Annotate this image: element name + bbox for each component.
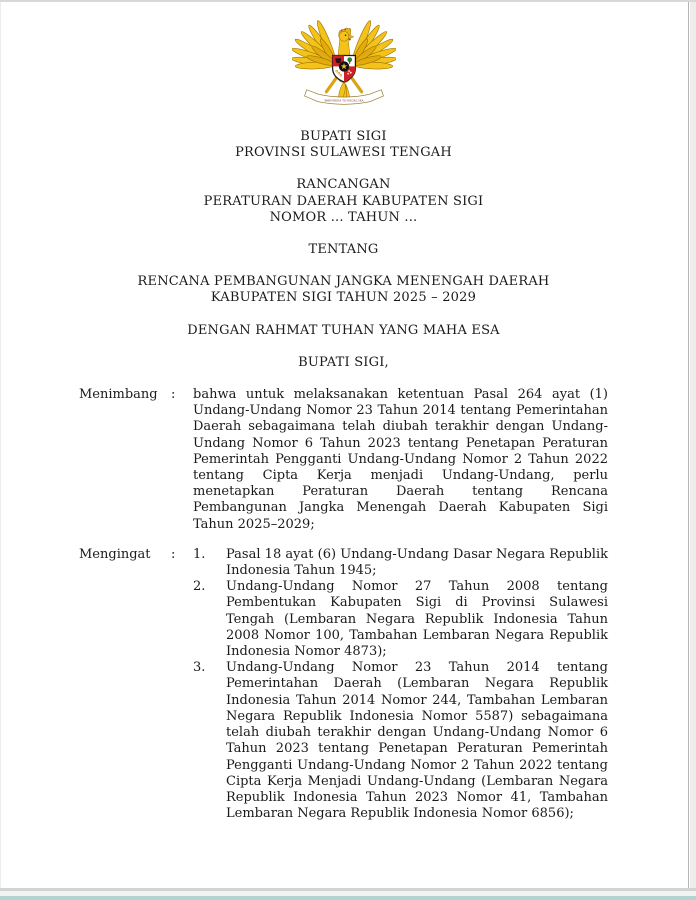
item-text: Undang-Undang Nomor 23 Tahun 2014 tentang Pemerintahan Daerah (Lembaran Negara Republik Indonesia Tahun 2014 Nomor 244, Tambahan Lembaran Negara Republik Indonesia Nomor 5587) sebagaimana telah diubah terakhir dengan Undang-Undang Nomor 6 Tahun 2023 tentang Penetapan Peraturan Pemerintah Pengganti Undang-Undang Nomor 2 Tahun 2022 tentang Cipta Kerja Menjadi Undang-Undang (Lembaran Negara Republik Indonesia Tahun 2023 Nomor 41, Tambahan Lembaran Negara Republik Indonesia Nomor 6856);: [226, 660, 608, 822]
draft-label: RANCANGAN: [296, 177, 391, 193]
head: [338, 28, 353, 41]
motto-text: BHINNEKA TUNGGAL IKA: [323, 98, 364, 103]
mengingat-list: [193, 547, 608, 822]
vertical-scrollbar-track[interactable]: [690, 2, 696, 888]
mengingat-colon: :: [171, 546, 176, 562]
item-number: 2.: [193, 579, 206, 595]
window-accent-bar: [0, 896, 696, 900]
menimbang-label: Menimbang: [79, 387, 158, 403]
item-number: 1.: [193, 546, 206, 562]
menimbang-colon: :: [171, 387, 176, 403]
left-wing: [292, 19, 339, 69]
salutation: BUPATI SIGI,: [298, 354, 389, 370]
item-number: 3.: [193, 660, 206, 676]
subject-line1: RENCANA PEMBANGUNAN JANGKA MENENGAH DAERAH: [137, 274, 550, 290]
authority-title: BUPATI SIGI: [300, 129, 387, 144]
document-page: [0, 2, 689, 888]
emblem-container: [79, 14, 608, 112]
regulation-title: PERATURAN DAERAH KABUPATEN SIGI: [203, 193, 484, 209]
legal-basis-item: [193, 660, 608, 822]
mengingat-clause: [79, 547, 608, 822]
item-text: Pasal 18 ayat (6) Undang-Undang Dasar Negara Republik Indonesia Tahun 1945;: [226, 546, 608, 579]
legal-basis-item: [193, 579, 608, 660]
legal-basis-item: [193, 547, 608, 579]
province-title: PROVINSI SULAWESI TENGAH: [235, 145, 452, 161]
menimbang-text: bahwa untuk melaksanakan ketentuan Pasal 264 ayat (1) Undang-Undang Nomor 23 Tahun 2014 tentang Pemerintahan Daerah sebagaimana telah diubah terakhir dengan Undang-Undang Nomor 6 Tahun 2023 tentang Penetapan Peraturan Pemerintah Pengganti Undang-Undang Nomor 2 Tahun 2022 tentang Cipta Kerja menjadi Undang-Undang, perlu menetapkan Peraturan Daerah tentang Rencana Pembangunan Jangka Menengah Daerah Kabupaten Sigi Tahun 2025–2029;: [193, 387, 608, 532]
right-wing: [349, 19, 396, 69]
menimbang-clause: [79, 387, 608, 533]
number-line: NOMOR ... TAHUN ...: [269, 209, 418, 225]
mengingat-label: Mengingat: [79, 546, 151, 562]
subject-line2: KABUPATEN SIGI TAHUN 2025 – 2029: [210, 290, 477, 306]
about-label: TENTANG: [308, 242, 379, 258]
grace-line: DENGAN RAHMAT TUHAN YANG MAHA ESA: [187, 322, 500, 338]
garuda-pancasila-emblem: [292, 14, 396, 110]
item-text: Undang-Undang Nomor 27 Tahun 2008 tentang Pembentukan Kabupaten Sigi di Provinsi Sulawesi Tengah (Lembaran Negara Republik Indonesia Tahun 2008 Nomor 100, Tambahan Lembaran Negara Republik Indonesia Nomor 4873);: [226, 579, 608, 660]
